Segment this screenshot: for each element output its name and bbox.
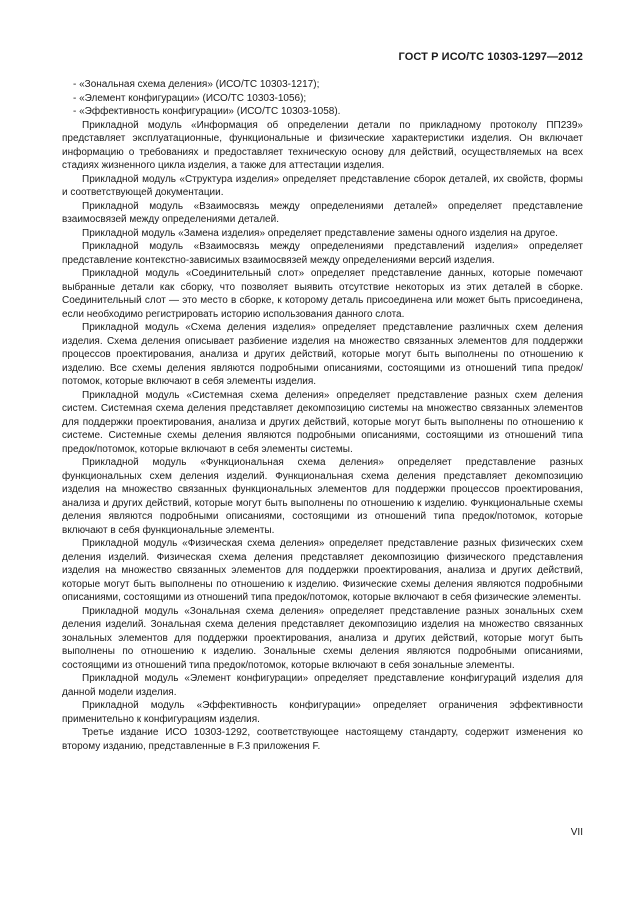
document-body (62, 78, 583, 753)
list-item: - «Зональная схема деления» (ИСО/ТС 10303-1217); (73, 79, 320, 90)
paragraph: Прикладной модуль «Физическая схема деления» определяет представление разных физических схем деления изделий. Физическая схема деления представляет декомпозицию физического представления изделия на множество связанных элементов для поддержки проектирования, анализа и других действий, которые могут быть выполнены по отношению к изделию. Физические схемы деления являются подробными описаниями, состоящими из отношений типа предок/потомок, которые включают в себя физические элементы. (62, 538, 583, 603)
paragraph: Прикладной модуль «Функциональная схема деления» определяет представление разных функциональных схем деления изделий. Функциональная схема деления представляет декомпозицию изделия на множество связанных функциональных элементов для поддержки процессов проектирования, анализа и других действий, которые могут быть выполнены по отношению к изделию. Функциональные схемы деления являются подробными описаниями, состоящими из отношений типа предок/потомок, которые включают в себя функциональные элементы. (62, 457, 583, 536)
standard-code-header: ГОСТ Р ИСО/ТС 10303-1297—2012 (398, 51, 583, 63)
list-item: - «Эффективность конфигурации» (ИСО/ТС 10303-1058). (73, 106, 341, 117)
list-item: - «Элемент конфигурации» (ИСО/ТС 10303-1056); (73, 92, 307, 104)
paragraph: Прикладной модуль «Информация об определении детали по прикладному протоколу ПП239» представляет эксплуатационные, функциональные и физические характеристики изделия. Он включает информацию о требованиях и предоставляет техническую основу для действий, осуществляемых на всех стадиях жизненного цикла изделия, а также для аттестации изделия. (62, 119, 583, 171)
paragraph: Прикладной модуль «Соединительный слот» определяет представление данных, которые помечают выбранные детали как сборку, что позволяет выявить отсутствие некоторых из этих деталей в сборке. Соединительный слот — это место в сборке, к которому деталь присоединена или может быть присоединена, если необходимо регистрировать историю использования данного слота. (62, 268, 583, 320)
paragraph: Прикладной модуль «Зональная схема деления» определяет представление разных зональных схем деления изделий. Зональная схема деления представляет декомпозицию изделия на множество связанных зональных элементов для поддержки проектирования, анализа и других действий, которые могут быть выполнены по отношению к изделию. Зональные схемы деления являются подробными описаниями, состоящими из отношений типа предок/потомок, которые включают в себя зональные элементы. (62, 605, 583, 671)
paragraph: Прикладной модуль «Замена изделия» определяет представление замены одного изделия на другое. (82, 227, 558, 239)
paragraph: Прикладной модуль «Структура изделия» определяет представление сборок деталей, их свойств, формы и соответствующей документации. (62, 173, 583, 198)
paragraph: Прикладной модуль «Взаимосвязь между определениями представлений изделия» определяет представление контекстно-зависимых взаимосвязей между определениями версий изделия. (62, 241, 583, 266)
page-number: VII (570, 827, 583, 838)
paragraph: Прикладной модуль «Эффективность конфигурации» определяет ограничения эффективности применительно к конфигурациям изделия. (62, 700, 583, 725)
paragraph: Прикладной модуль «Взаимосвязь между определениями деталей» определяет представление взаимосвязей между определениями деталей. (62, 200, 583, 225)
paragraph: Прикладной модуль «Схема деления изделия» определяет представление различных схем деления изделия. Схема деления описывает разбиение изделия на множество связанных элементов для поддержки процессов проектирования, анализа и других действий, которые могут быть выполнены по отношению к изделию. Все схемы деления являются подробными описаниями, состоящими из отношений типа предок/потомок, которые включают в себя элементы изделия. (62, 322, 583, 387)
paragraph: Прикладной модуль «Системная схема деления» определяет представление разных схем деления систем. Системная схема деления представляет декомпозицию системы на множество связанных элементов для поддержки проектирования, анализа и других действий, которые могут быть выполнены по отношению к системе. Системные схемы деления являются подробными описаниями, состоящими из отношений типа предок/потомок, которые включают в себя элементы системы. (62, 389, 583, 455)
paragraph: Третье издание ИСО 10303-1292, соответствующее настоящему стандарту, содержит изменения ко второму изданию, представленные в F.3 приложения F. (62, 727, 583, 752)
paragraph: Прикладной модуль «Элемент конфигурации» определяет представление конфигураций изделия для данной модели изделия. (62, 673, 583, 698)
